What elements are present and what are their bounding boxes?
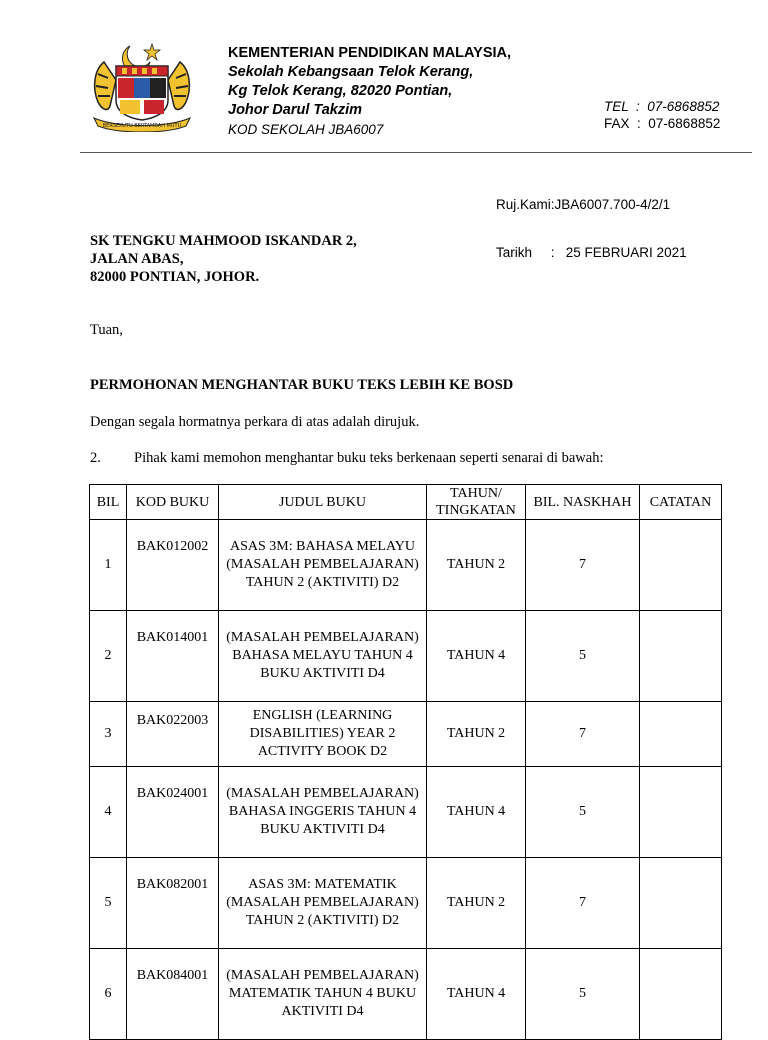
- date-value: 25 FEBRUARI 2021: [565, 245, 687, 260]
- cell-bil-naskhah: 5: [526, 611, 640, 702]
- cell-catatan: [640, 520, 722, 611]
- tel-label: TEL: [604, 99, 629, 114]
- cell-judul-buku: ENGLISH (LEARNING DISABILITIES) YEAR 2 ACTIVITY BOOK D2: [219, 702, 427, 767]
- paragraph-1: Dengan segala hormatnya perkara di atas adalah dirujuk.: [90, 414, 420, 430]
- school-code: KOD SEKOLAH JBA6007: [228, 122, 384, 137]
- header-tahun-line2: TINGKATAN: [436, 503, 516, 518]
- cell-catatan: [640, 767, 722, 858]
- cell-judul-buku: (MASALAH PEMBELAJARAN) MATEMATIK TAHUN 4 BUKU AKTIVITI D4: [219, 949, 427, 1040]
- recipient-line2: JALAN ABAS,: [90, 251, 184, 267]
- table-row: [90, 611, 722, 702]
- cell-bil: 5: [90, 858, 127, 949]
- header-tahun: [427, 485, 526, 520]
- header-tahun-line1: TAHUN/: [450, 486, 502, 501]
- table-header-row: [90, 485, 722, 520]
- crest-motto-text: BERSEKUTU BERTAMBAH MUTU: [102, 123, 182, 129]
- ministry-name: KEMENTERIAN PENDIDIKAN MALAYSIA,: [228, 45, 512, 61]
- tel-number: 07-6868852: [647, 99, 720, 114]
- cell-catatan: [640, 858, 722, 949]
- date-label: Tarikh: [496, 245, 533, 260]
- table-row: [90, 767, 722, 858]
- paragraph-2-number: 2.: [90, 450, 101, 466]
- cell-tahun: TAHUN 4: [427, 949, 526, 1040]
- header-bil: BIL: [90, 485, 127, 520]
- salutation: Tuan,: [90, 322, 123, 338]
- paragraph-2: [90, 450, 604, 467]
- paragraph-2-text: Pihak kami memohon menghantar buku teks berkenaan seperti senarai di bawah:: [134, 450, 604, 466]
- cell-judul-buku: ASAS 3M: BAHASA MELAYU (MASALAH PEMBELAJARAN) TAHUN 2 (AKTIVITI) D2: [219, 520, 427, 611]
- table-row: [90, 858, 722, 949]
- cell-kod-buku: BAK024001: [127, 767, 219, 858]
- recipient-line1: SK TENGKU MAHMOOD ISKANDAR 2,: [90, 233, 357, 249]
- coat-of-arms-logo: [86, 40, 198, 132]
- table-row: [90, 949, 722, 1040]
- ruj-label: Ruj.Kami:: [496, 197, 555, 212]
- cell-catatan: [640, 702, 722, 767]
- table-row: [90, 520, 722, 611]
- cell-tahun: TAHUN 2: [427, 520, 526, 611]
- cell-bil: 4: [90, 767, 127, 858]
- cell-bil-naskhah: 7: [526, 702, 640, 767]
- cell-kod-buku: BAK022003: [127, 702, 219, 767]
- cell-tahun: TAHUN 4: [427, 611, 526, 702]
- cell-bil: 3: [90, 702, 127, 767]
- fax-label: FAX: [604, 116, 630, 131]
- cell-catatan: [640, 949, 722, 1040]
- cell-bil-naskhah: 5: [526, 949, 640, 1040]
- letterhead: [228, 44, 511, 139]
- book-table: [89, 484, 722, 1040]
- cell-bil: 1: [90, 520, 127, 611]
- header-judul-buku: JUDUL BUKU: [219, 485, 427, 520]
- school-name: Sekolah Kebangsaan Telok Kerang,: [228, 64, 474, 80]
- table-row: [90, 702, 722, 767]
- ruj-value: JBA6007.700-4/2/1: [554, 197, 671, 212]
- contact-info: TEL : 07-6868852 FAX : 07-6868852: [604, 99, 721, 131]
- cell-bil-naskhah: 5: [526, 767, 640, 858]
- cell-judul-buku: (MASALAH PEMBELAJARAN) BAHASA INGGERIS TAHUN 4 BUKU AKTIVITI D4: [219, 767, 427, 858]
- header-bil-naskhah: BIL. NASKHAH: [526, 485, 640, 520]
- school-address-line1: Kg Telok Kerang, 82020 Pontian,: [228, 83, 453, 99]
- cell-bil: 6: [90, 949, 127, 1040]
- cell-tahun: TAHUN 4: [427, 767, 526, 858]
- header-kod-buku: KOD BUKU: [127, 485, 219, 520]
- recipient-address: [90, 232, 357, 286]
- cell-kod-buku: BAK012002: [127, 520, 219, 611]
- reference-block: Ruj.Kami:JBA6007.700-4/2/1 Tarikh : 25 FEBRUARI 2021: [496, 197, 687, 260]
- cell-judul-buku: ASAS 3M: MATEMATIK (MASALAH PEMBELAJARAN) TAHUN 2 (AKTIVITI) D2: [219, 858, 427, 949]
- header-divider: [80, 152, 752, 153]
- fax-number: 07-6868852: [648, 116, 721, 131]
- cell-tahun: TAHUN 2: [427, 858, 526, 949]
- cell-bil: 2: [90, 611, 127, 702]
- cell-kod-buku: BAK082001: [127, 858, 219, 949]
- cell-kod-buku: BAK084001: [127, 949, 219, 1040]
- cell-catatan: [640, 611, 722, 702]
- cell-tahun: TAHUN 2: [427, 702, 526, 767]
- cell-judul-buku: (MASALAH PEMBELAJARAN) BAHASA MELAYU TAHUN 4 BUKU AKTIVITI D4: [219, 611, 427, 702]
- cell-kod-buku: BAK014001: [127, 611, 219, 702]
- header-catatan: CATATAN: [640, 485, 722, 520]
- recipient-line3: 82000 PONTIAN, JOHOR.: [90, 269, 260, 285]
- cell-bil-naskhah: 7: [526, 520, 640, 611]
- letter-subject: PERMOHONAN MENGHANTAR BUKU TEKS LEBIH KE BOSD: [90, 377, 514, 393]
- cell-bil-naskhah: 7: [526, 858, 640, 949]
- school-address-line2: Johor Darul Takzim: [228, 102, 363, 118]
